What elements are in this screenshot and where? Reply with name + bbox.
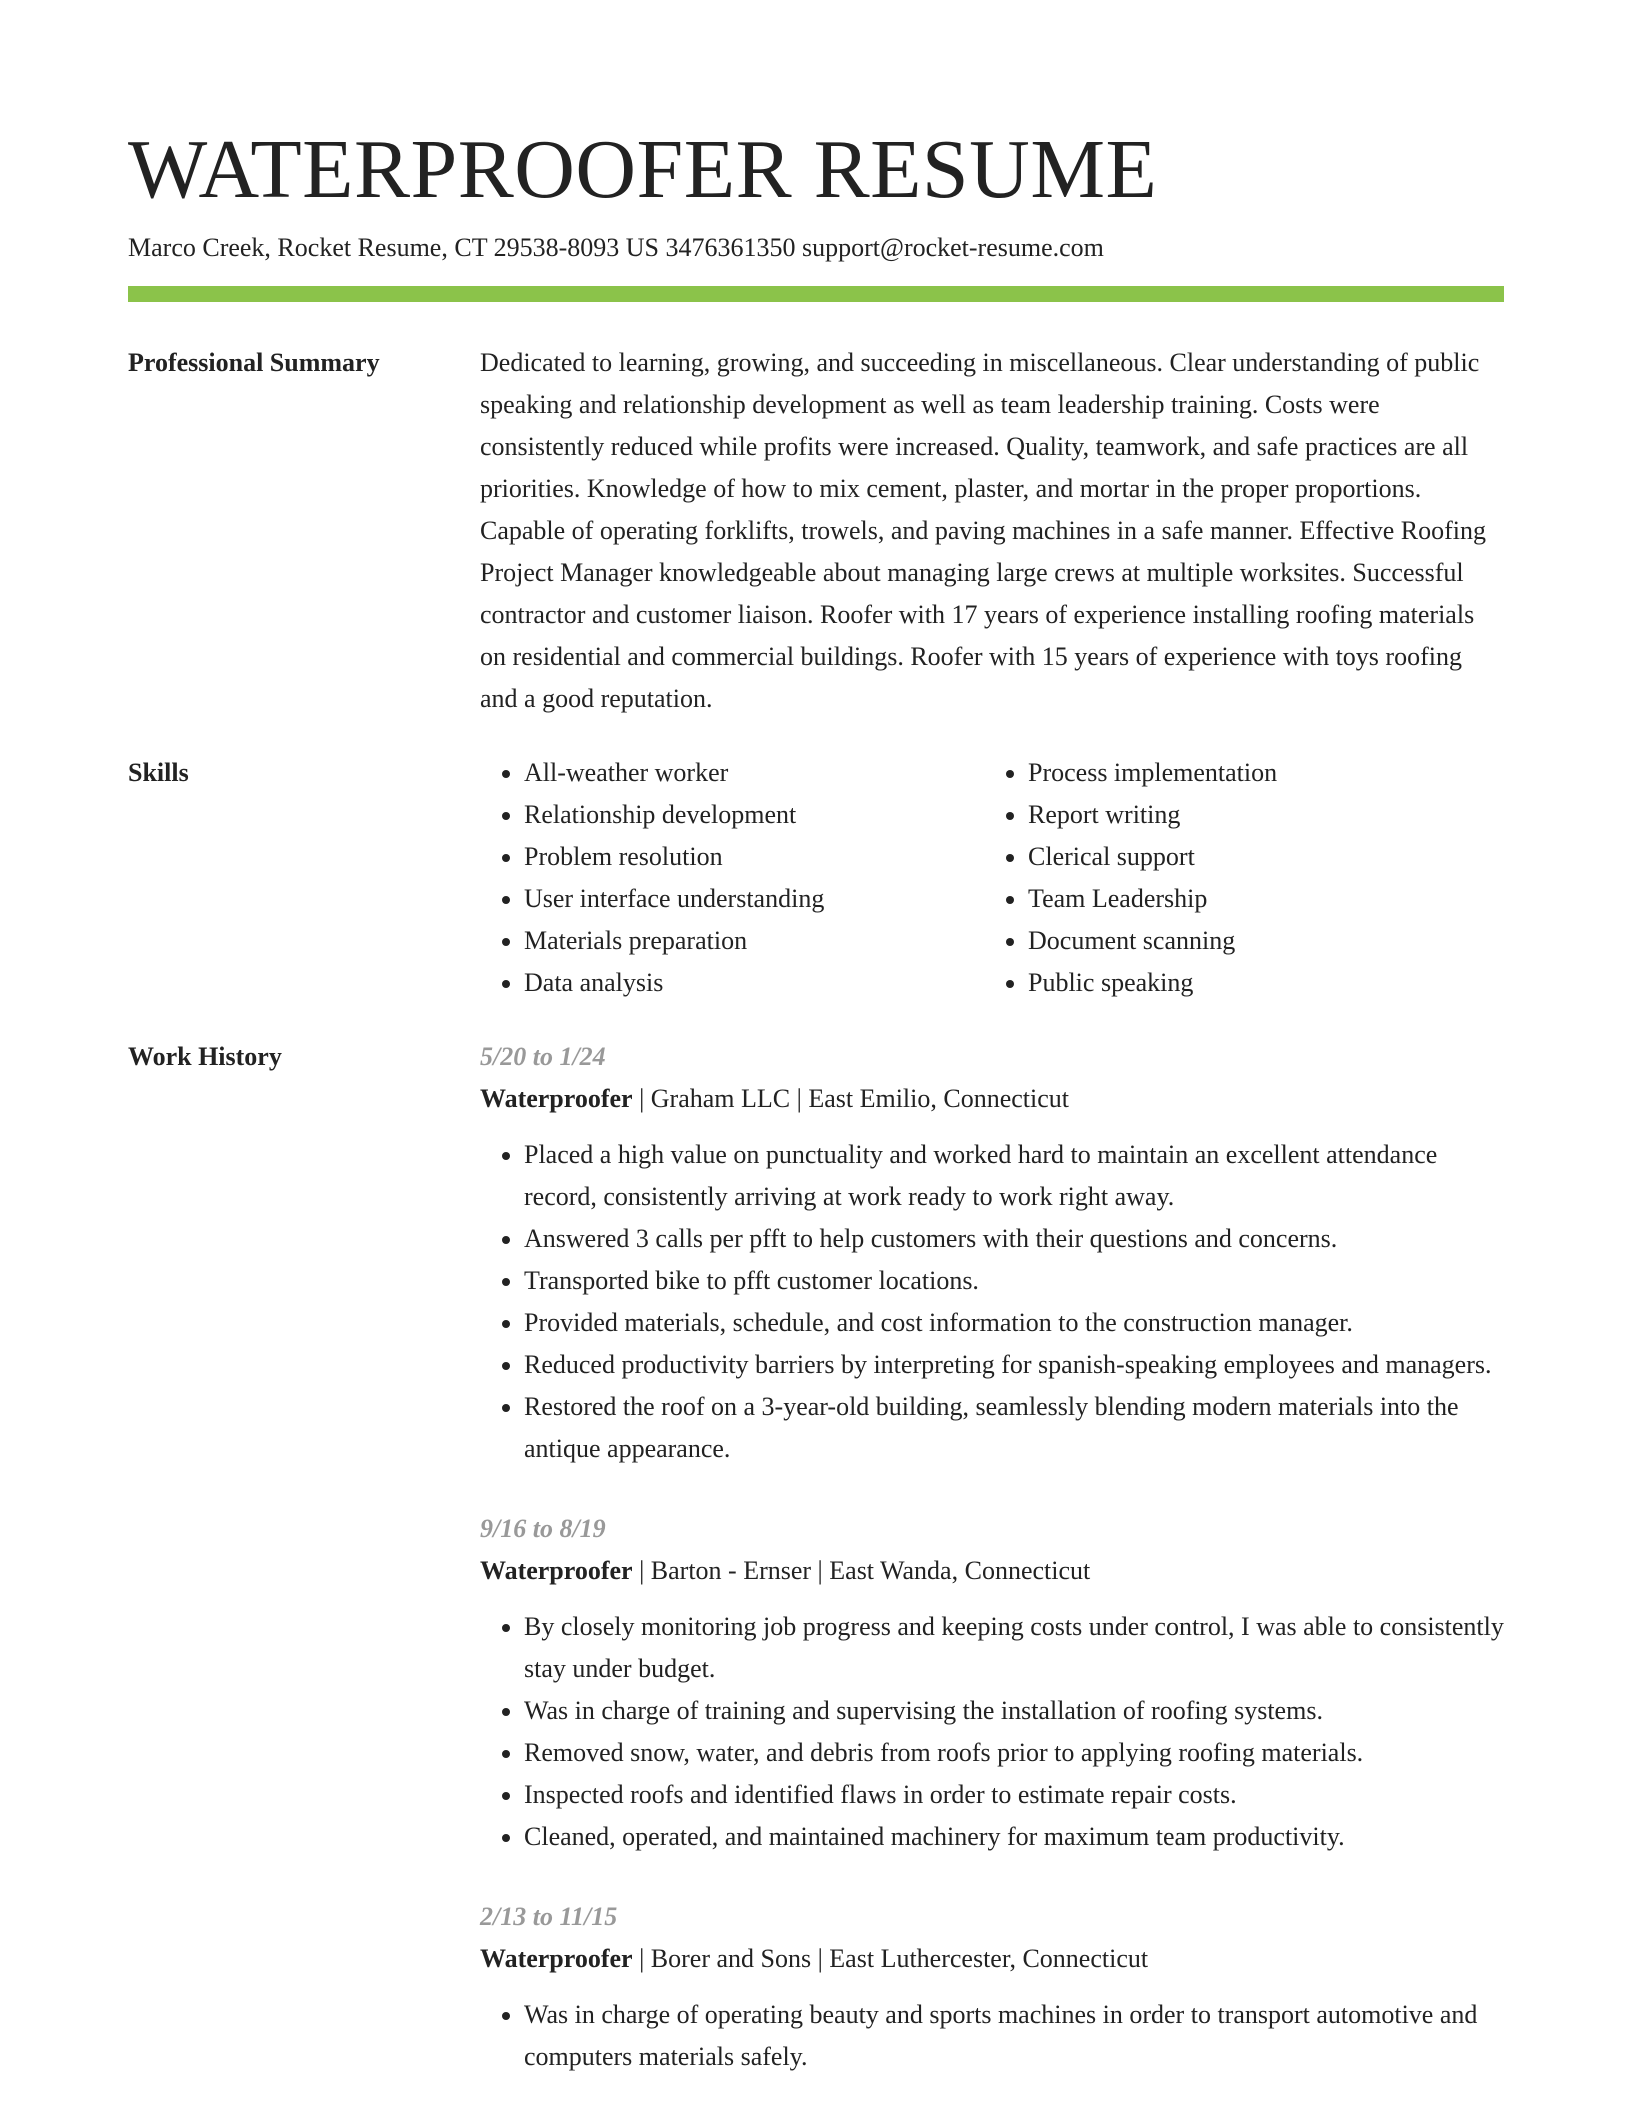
- job-bullet: • Answered 3 calls per pfft to help customers with their questions and concerns.: [524, 1218, 1504, 1260]
- job-bullet: • Transported bike to pfft customer locations.: [524, 1260, 1504, 1302]
- skill-item: • All-weather worker: [524, 752, 984, 794]
- job-title: Waterproofer: [480, 1944, 633, 1973]
- job-dates: 9/16 to 8/19: [480, 1514, 606, 1543]
- job-heading: [480, 1550, 1504, 1592]
- job-bullet: • By closely monitoring job progress and keeping costs under control, I was able to consistently stay under budget.: [524, 1606, 1504, 1690]
- job-bullet: • Was in charge of training and supervising the installation of roofing systems.: [524, 1690, 1504, 1732]
- section-label-summary: Professional Summary: [128, 348, 380, 377]
- skill-item: • Public speaking: [1028, 962, 1504, 1004]
- job-bullets: [480, 1994, 1504, 2078]
- skill-item: • Clerical support: [1028, 836, 1504, 878]
- job-employer-location: | Barton - Ernser | East Wanda, Connecticut: [632, 1556, 1091, 1585]
- job-bullet: • Removed snow, water, and debris from roofs prior to applying roofing materials.: [524, 1732, 1504, 1774]
- skill-item: • Document scanning: [1028, 920, 1504, 962]
- job-bullets: [480, 1606, 1504, 1858]
- job-bullet: • Placed a high value on punctuality and worked hard to maintain an excellent attendance record, consistently arriving at work ready to work right away.: [524, 1134, 1504, 1218]
- job-title: Waterproofer: [480, 1084, 633, 1113]
- skills-list-left: [480, 752, 984, 1004]
- job-bullet: • Inspected roofs and identified flaws in order to estimate repair costs.: [524, 1774, 1504, 1816]
- resume-title: WATERPROOFER RESUME: [128, 123, 1158, 216]
- skills-section: [128, 752, 1504, 1004]
- skills-list-right: [984, 752, 1504, 1004]
- job-dates: 2/13 to 11/15: [480, 1902, 618, 1931]
- job-bullet: • Was in charge of operating beauty and sports machines in order to transport automotive and computers materials safely.: [524, 1994, 1504, 2078]
- summary-body: [480, 342, 1504, 720]
- job-entry: [480, 1508, 1504, 1858]
- skill-item: • Materials preparation: [524, 920, 984, 962]
- job-title: Waterproofer: [480, 1556, 633, 1585]
- job-employer-location: | Graham LLC | East Emilio, Connecticut: [632, 1084, 1070, 1113]
- job-employer-location: | Borer and Sons | East Luthercester, Connecticut: [632, 1944, 1149, 1973]
- job-bullet: • Restored the roof on a 3-year-old building, seamlessly blending modern materials into the antique appearance.: [524, 1386, 1504, 1470]
- skill-item: • Team Leadership: [1028, 878, 1504, 920]
- skill-item: • Process implementation: [1028, 752, 1504, 794]
- job-dates: 5/20 to 1/24: [480, 1042, 606, 1071]
- job-heading: [480, 1938, 1504, 1980]
- section-label-work-history: Work History: [128, 1042, 282, 1071]
- skills-body: [480, 752, 1504, 1004]
- skill-item: • Report writing: [1028, 794, 1504, 836]
- job-entry: [480, 1896, 1504, 2078]
- skills-columns: [480, 752, 1504, 1004]
- resume-page: [128, 122, 1504, 2116]
- job-bullets: [480, 1134, 1504, 1470]
- skill-item: • Data analysis: [524, 962, 984, 1004]
- skill-item: • User interface understanding: [524, 878, 984, 920]
- professional-summary-section: [128, 342, 1504, 720]
- job-bullet: • Cleaned, operated, and maintained machinery for maximum team productivity.: [524, 1816, 1504, 1858]
- skill-item: • Relationship development: [524, 794, 984, 836]
- job-bullet: • Provided materials, schedule, and cost information to the construction manager.: [524, 1302, 1504, 1344]
- contact-line: Marco Creek, Rocket Resume, CT 29538-8093 US 3476361350 support@rocket-resume.com: [128, 233, 1104, 262]
- summary-text: Dedicated to learning, growing, and succeeding in miscellaneous. Clear understanding of public speaking and relationship development as well as team leadership training. Costs were consistently reduced while profits were increased. Quality, teamwork, and safe practices are all priorities. Knowledge of how to mix cement, plaster, and mortar in the proper proportions. Capable of operating forklifts, trowels, and paving machines in a safe manner. Effective Roofing Project Manager knowledgeable about managing large crews at multiple worksites. Successful contractor and customer liaison. Roofer with 17 years of experience installing roofing materials on residential and commercial buildings. Roofer with 15 years of experience with toys roofing and a good reputation.: [480, 348, 1486, 713]
- work-history-body: [480, 1036, 1504, 2116]
- accent-divider: [128, 286, 1504, 302]
- skill-item: • Problem resolution: [524, 836, 984, 878]
- job-entry: [480, 1036, 1504, 1470]
- job-heading: [480, 1078, 1504, 1120]
- job-bullet: • Reduced productivity barriers by interpreting for spanish-speaking employees and managers.: [524, 1344, 1504, 1386]
- work-history-section: [128, 1036, 1504, 2116]
- section-label-skills: Skills: [128, 758, 189, 787]
